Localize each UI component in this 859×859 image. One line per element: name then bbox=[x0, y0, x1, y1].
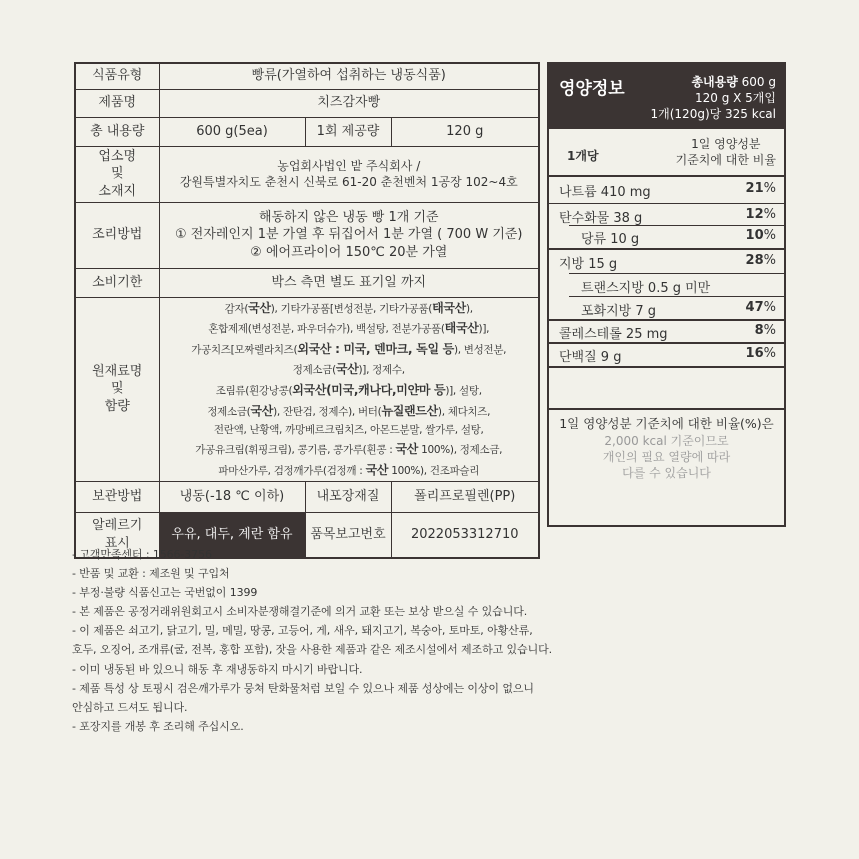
ingredient-line: 파마산가루, 검정깨가루(검정깨 : 국산 100%), 건조파슬리 bbox=[218, 462, 480, 477]
nutrition-header bbox=[549, 64, 784, 129]
footnote-line: 개인의 필요 열량에 따라 bbox=[602, 450, 731, 464]
ingredient-line: 정제소금(국산)], 정제수, bbox=[292, 362, 405, 377]
storage-label: 보관방법 bbox=[75, 481, 159, 512]
nutrient-fat: 지방 15 g bbox=[559, 257, 618, 272]
per-unit-kcal: 1개(120g)당 325 kcal bbox=[650, 107, 776, 121]
product-name-value: 치즈감자빵 bbox=[159, 89, 539, 117]
divider bbox=[549, 175, 784, 177]
nutrient-saturated-fat: 포화지방 7 g bbox=[581, 304, 657, 319]
divider bbox=[549, 203, 784, 204]
divider bbox=[549, 342, 784, 344]
food-type-value: 빵류(가열하여 섭취하는 냉동식품) bbox=[159, 63, 539, 89]
note-line: 호두, 오징어, 조개류(굴, 전복, 홍합 포함), 잣을 사용한 제품과 같은 제조시설에서 제조하고 있습니다. bbox=[72, 643, 553, 657]
consumer-notes bbox=[72, 545, 792, 736]
packaging-value: 폴리프로필렌(PP) bbox=[391, 481, 539, 512]
cooking-method bbox=[159, 202, 539, 268]
address-line: 강원특별자치도 춘천시 신북로 61-20 춘천벤처 1공장 102~4호 bbox=[179, 175, 518, 189]
note-line: - 제품 특성 상 토핑시 검은깨가루가 뭉쳐 탄화물처럼 보일 수 있으나 제품 성상에는 이상이 없으니 bbox=[72, 681, 534, 695]
ingredient-line: 조림류(흰강낭콩(외국산(미국,캐나다,미얀마 등)], 설탕, bbox=[215, 383, 482, 397]
nutrient-sugars: 당류 10 g bbox=[581, 232, 640, 247]
cooking-label: 조리방법 bbox=[75, 202, 159, 268]
nutrition-facts-panel bbox=[547, 62, 786, 527]
ingredient-line: 가공유크림(휘핑크림), 콩기름, 콩가루(흰콩 : 국산 100%), 정제소금, bbox=[195, 442, 503, 457]
ingredients-label: 원재료명 및 함량 bbox=[75, 297, 159, 481]
total-label: 총내용량 bbox=[691, 75, 738, 89]
food-type-label: 식품유형 bbox=[75, 63, 159, 89]
ingredient-line: 가공치즈[모짜렐라치즈(외국산 : 미국, 덴마크, 독일 등), 변성전분, bbox=[191, 341, 507, 356]
saturated-fat-pct: 47% bbox=[745, 300, 776, 315]
protein-pct: 16% bbox=[745, 346, 776, 361]
divider bbox=[569, 225, 784, 226]
total-value: 600 g bbox=[737, 75, 776, 89]
footnote-line: 2,000 kcal 기준이므로 bbox=[604, 434, 729, 448]
divider bbox=[569, 296, 784, 297]
sugars-pct: 10% bbox=[745, 228, 776, 243]
report-label: 품목보고번호 bbox=[305, 512, 391, 558]
serving-label: 1회 제공량 bbox=[305, 117, 391, 146]
sodium-pct: 21% bbox=[745, 181, 776, 196]
note-line: - 반품 및 교환 : 제조원 및 구입처 bbox=[72, 567, 230, 581]
divider bbox=[549, 248, 784, 250]
divider bbox=[569, 273, 784, 274]
product-info-table bbox=[74, 62, 540, 559]
allergy-label: 알레르기 표시 bbox=[75, 512, 159, 558]
note-line: - 부정·불량 식품신고는 국번없이 1399 bbox=[72, 586, 258, 600]
divider bbox=[549, 366, 784, 368]
ingredient-line: 전란액, 난황액, 까망베르크림치즈, 아몬드분말, 쌀가루, 설탕, bbox=[213, 424, 484, 437]
divider bbox=[549, 408, 784, 410]
carbs-pct: 12% bbox=[745, 207, 776, 222]
company-address bbox=[159, 146, 539, 202]
nutrient-trans-fat: 트랜스지방 0.5 g 미만 bbox=[581, 281, 711, 296]
expiry-value: 박스 측면 별도 표기일 까지 bbox=[159, 268, 539, 297]
ingredient-line: 정제소금(국산), 잔탄검, 정제수), 버터(뉴질랜드산), 체다치즈, bbox=[207, 403, 491, 418]
dv-header-line: 1일 영양성분 bbox=[691, 137, 761, 151]
allergy-value: 우유, 대두, 계란 함유 bbox=[159, 512, 305, 558]
basis-label: 1개당 bbox=[567, 149, 599, 163]
dv-header-line: 기준치에 대한 비율 bbox=[675, 152, 776, 167]
note-line: - 이 제품은 쇠고기, 닭고기, 밀, 메밀, 땅콩, 고등어, 게, 새우, 돼지고기, 복숭아, 토마토, 아황산류, bbox=[72, 624, 533, 638]
dv-header bbox=[676, 137, 776, 168]
cooking-line: ① 전자레인지 1분 가열 후 뒤집어서 1분 가열 ( 700 W 기준) bbox=[175, 227, 523, 243]
net-content-label: 총 내용량 bbox=[75, 117, 159, 146]
footnote-line: 1일 영양성분 기준치에 대한 비율(%)은 bbox=[559, 416, 774, 431]
storage-value: 냉동(-18 ℃ 이하) bbox=[159, 481, 305, 512]
nutrient-protein: 단백질 9 g bbox=[559, 350, 622, 365]
footnote-line: 다를 수 있습니다 bbox=[622, 466, 711, 480]
cooking-line: ② 에어프라이어 150℃ 20분 가열 bbox=[250, 244, 448, 260]
serving-value: 120 g bbox=[391, 117, 539, 146]
note-line: - 본 제품은 공정거래위원회고시 소비자분쟁해결기준에 의거 교환 또는 보상 받으실 수 있습니다. bbox=[72, 605, 528, 619]
per-pack: 120 g X 5개입 bbox=[694, 91, 776, 105]
note-line: 안심하고 드셔도 됩니다. bbox=[72, 700, 188, 714]
company-label: 업소명 및 소재지 bbox=[75, 146, 159, 202]
nutrient-cholesterol: 콜레스테롤 25 mg bbox=[559, 327, 668, 342]
report-number: 2022053312710 bbox=[391, 512, 539, 558]
packaging-label: 내포장재질 bbox=[305, 481, 391, 512]
expiry-label: 소비기한 bbox=[75, 268, 159, 297]
total-content bbox=[691, 73, 776, 90]
nutrition-title: 영양정보 bbox=[559, 79, 625, 99]
cooking-line: 해동하지 않은 냉동 빵 1개 기준 bbox=[258, 209, 439, 225]
nutrient-sodium: 나트륨 410 mg bbox=[559, 185, 651, 200]
divider bbox=[549, 319, 784, 321]
fat-pct: 28% bbox=[745, 253, 776, 268]
net-content-value: 600 g(5ea) bbox=[159, 117, 305, 146]
nutrient-carbs: 탄수화물 38 g bbox=[559, 211, 643, 226]
note-line: - 이미 냉동된 바 있으니 해동 후 재냉동하지 마시기 바랍니다. bbox=[72, 662, 363, 676]
note-line: - 고객만족센터 : 1566-3756 bbox=[72, 548, 212, 561]
cholesterol-pct: 8% bbox=[754, 323, 776, 338]
ingredient-line: 혼합제제(변성전분, 파우더슈가), 백설탕, 전분가공품(태국산)], bbox=[208, 321, 490, 336]
note-line: - 포장지를 개봉 후 조리해 주십시오. bbox=[72, 719, 244, 733]
ingredients-list bbox=[159, 297, 539, 481]
ingredient-line: 감자(국산), 기타가공품[변성전분, 기타가공품(태국산), bbox=[224, 300, 473, 315]
product-name-label: 제품명 bbox=[75, 89, 159, 117]
company-line: 농업회사법인 밭 주식회사 / bbox=[277, 158, 421, 173]
